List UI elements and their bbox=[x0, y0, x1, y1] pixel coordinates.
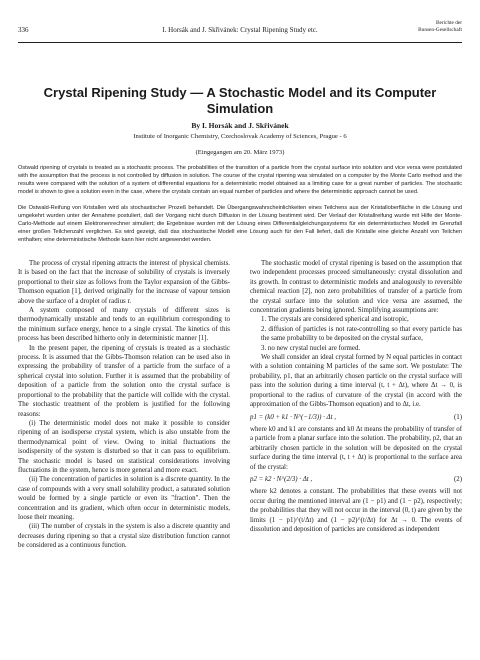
body-paragraph: The process of crystal ripening attracts the interest of physical chemists. It is based on the fact that the increase of solubility of crystals is inversely proportional to their size as follows from the Taylor expansion of the Gibbs-Thomson equation [1], derived originally for the increase of vapour tension above the surface of a droplet of radius r. bbox=[18, 260, 230, 305]
equation-1-body: p1 = (k0 + k1 · N^(−1/3)) · Δt , bbox=[250, 413, 336, 421]
article-authors: By I. Horsák and J. Skřivánek bbox=[191, 121, 289, 130]
author-affiliation: Institute of Inorganic Chemistry, Czechoslovak Academy of Sciences, Prague - 6 bbox=[133, 133, 347, 140]
body-paragraph: (ii) The concentration of particles in solution is a discrete quantity. In the case of compounds with a very small solubility product, a saturated solution would be formed by a single particle or even its "fraction". Then the concentration and its gradient, which often occur in deterministic models, loose their meaning. bbox=[18, 476, 230, 521]
body-paragraph: (iii) The number of crystals in the system is also a discrete quantity and decreases during ripening so that a crystal size distribution function cannot be considered as a continuous function. bbox=[18, 523, 230, 550]
body-paragraph: where k2 denotes a constant. The probabilities that these events will not occur during the mentioned interval are (1 − p1) and (1 − p2), respectively; the probabilities that they will not occur in the interval (0, t) are given by the limits (1 − p1)^(t/Δt) and (1 − p2)^(t/Δt) for Δt → 0. The events of dissolution and deposition of particles are considered as independent bbox=[250, 488, 462, 533]
equation-2 bbox=[250, 475, 462, 484]
journal-name-line2: Bunsen-Gesellschaft bbox=[418, 26, 462, 33]
equation-1-number: (1) bbox=[453, 413, 462, 421]
body-paragraph: where k0 and k1 are constants and k0 Δt means the probability of transfer of a particle from a planar surface into the solution. The probability, p2, that an arbitrarily chosen particle in the solution will be deposited on the crystal surface during the time interval (t, t + Δt) is proportional to the surface area of the crystal: bbox=[250, 425, 462, 471]
assumption-item: 1. The crystals are considered spherical and isotropic, bbox=[261, 316, 409, 324]
assumption-item: 3. no new crystal nuclei are formed. bbox=[261, 344, 361, 352]
page-number: 336 bbox=[18, 26, 29, 34]
abstract-german: Die Ostwald-Reifung von Kristallen wird als stochastischer Prozeß behandelt. Die Übergangswahrscheinlichkeiten eines Teilchens aus der Kristalloberfläche in die Lösung und umgekehrt wurden unter der Annahme postuliert, daß der Vorgang nicht durch Diffusion in der Lösung bestimmt wird. Der Verlauf der Kristallreifung wurde mit Hilfe der Monte-Carlo-Methode auf einem Elektronenrechner simuliert; die Ergebnisse wurden mit der Lösung eines Differentialgleichungssystems für ein deterministisches Modell im Grenzfall einer großen Teilchenzahl verglichen. Es wird gezeigt, daß das stochastische Modell eine Lösung auch für den Fall liefert, daß die Kristalle eine gleiche Anzahl von Teilchen enthalten; eine deterministische Methode kann hier nicht angewendet werden. bbox=[18, 205, 462, 243]
abstract-english: Ostwald ripening of crystals is treated as a stochastic process. The probabilities of the transition of a particle from the crystal surface into solution and vice versa were postulated with the assumption that the process is not controlled by diffusion in solution. The course of the crystal ripening was simulated on a computer by the Monte Carlo method and the results were compared with the solution of a system of differential equations for a deterministic model obtained as a limiting case for a great number of particles. The stochastic model is shown to give a solution even in the case, where the crystals contain an equal number of particles and where the deterministic approach cannot be used. bbox=[18, 165, 462, 195]
body-paragraph: (i) The deterministic model does not make it possible to consider ripening of an isodisperse crystal system, which is also unstable from the thermodynamical point of view. Owing to initial fluctuations the isodispersity of the system is disturbed so that it can pass to equilibrium. The stochastic model is based on statistical considerations involving fluctuations in the system, hence is more general and more exact. bbox=[18, 419, 230, 474]
body-paragraph: The stochastic model of crystal ripening is based on the assumption that two independent processes proceed simultaneously: crystal dissolution and its growth. In contrast to deterministic models and analogously to reversible chemical reaction [2], non zero probabilities of transfer of a particle from the crystal surface into the solution and vice versa are assumed, the concentration gradients being ignored. Simplifying assumptions are: bbox=[250, 260, 462, 315]
received-date: (Eingegangen am 20. März 1973) bbox=[195, 149, 285, 156]
equation-2-body: p2 = k2 · N^(2/3) · Δt , bbox=[250, 475, 313, 483]
body-paragraph: We shall consider an ideal crystal formed by N equal particles in contact with a solution containing M particles of the same sort. We postulate: The probability, p1, that an arbitrarily chosen particle on the crystal surface will pass into the solution during a time interval (t, t + Δt), where Δt → 0, is proportional to the radius of curvature of the crystal (in accord with the approximation of the Gibbs-Thomson equation) and to Δt, i.e. bbox=[250, 354, 462, 409]
running-title: I. Horsák and J. Skřivánek: Crystal Ripening Study etc. bbox=[162, 26, 318, 34]
left-column bbox=[18, 259, 230, 551]
body-paragraph: A system composed of many crystals of different sizes is thermodynamically unstable and tends to an equilibrium corresponding to the minimum surface energy, hence to a single crystal. The kinetics of this process has been described hitherto only in deterministic manner [1]. bbox=[18, 307, 230, 343]
journal-name bbox=[418, 20, 462, 33]
right-column bbox=[250, 259, 462, 551]
article-title: Crystal Ripening Study — A Stochastic Model and its Computer Simulation bbox=[43, 85, 437, 116]
equation-2-number: (2) bbox=[453, 475, 462, 483]
body-paragraph: In the present paper, the ripening of crystals is treated as a stochastic process. It is assumed that the Gibbs-Thomson relation can be used also in expressing the probability of transfer of a particle from the surface of a spherical crystal into solution. Further it is assumed that the probability of deposition of a particle from the solution onto the crystal surface is proportional to the probability that the particle will collide with the crystal. The stochastic treatment of the problem is justified for the following reasons: bbox=[18, 344, 230, 418]
equation-1 bbox=[250, 413, 462, 422]
assumption-item: 2. diffusion of particles is not rate-controlling so that every particle has the same probability to be deposited on the crystal surface, bbox=[261, 325, 462, 343]
running-head bbox=[18, 20, 462, 43]
journal-name-line1: Berichte der bbox=[435, 20, 462, 26]
body-columns bbox=[18, 259, 462, 551]
